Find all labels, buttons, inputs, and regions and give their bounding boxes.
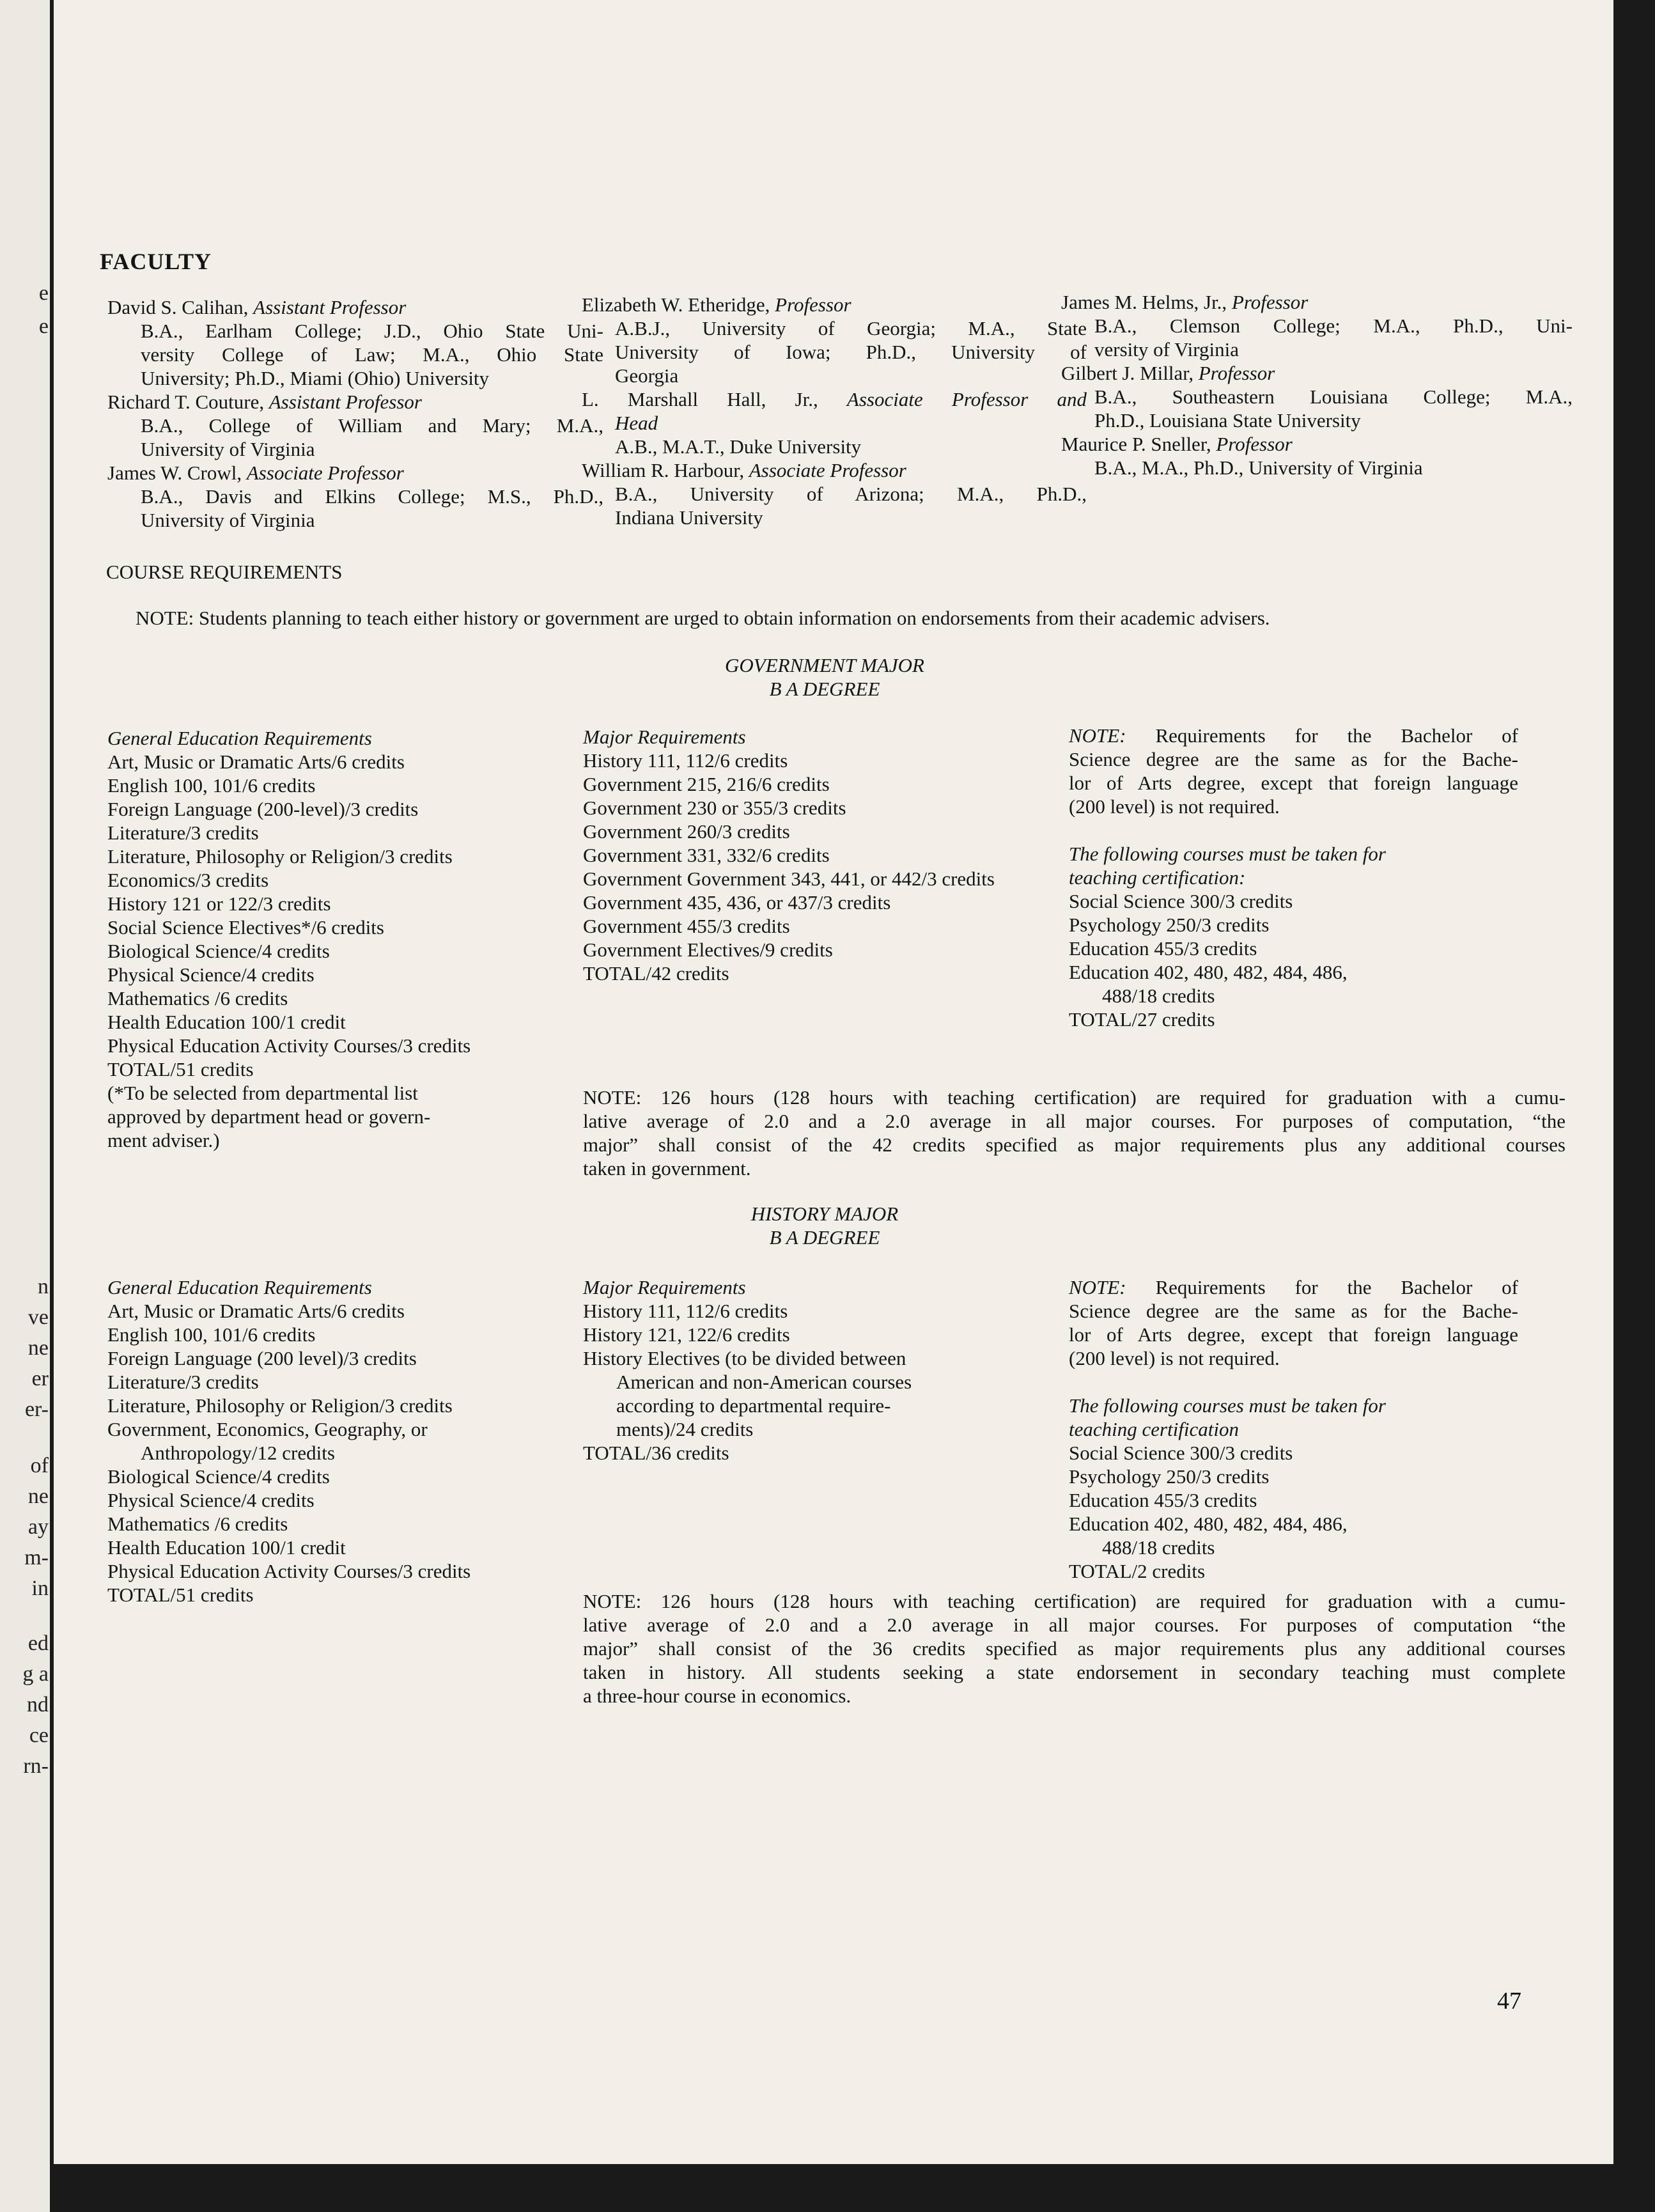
hist-major-item: History 121, 122/6 credits <box>583 1323 790 1346</box>
course-requirements-heading: COURSE REQUIREMENTS <box>106 561 343 583</box>
margin-fragment: er- <box>24 1398 49 1421</box>
gov-gen-ed-item: Physical Science/4 credits <box>107 963 315 986</box>
faculty-name: David S. Calihan, <box>107 296 249 318</box>
faculty-member <box>107 390 603 414</box>
gov-major-item: Government 215, 216/6 credits <box>583 773 830 795</box>
hist-note-and-cert <box>1069 1275 1518 1583</box>
gov-gen-ed-item: Biological Science/4 credits <box>107 940 330 962</box>
faculty-degrees: B.A., M.A., Ph.D., University of Virginia <box>1094 456 1423 479</box>
gov-gen-ed-item: Social Science Electives*/6 credits <box>107 916 384 939</box>
faculty-degrees: A.B., M.A.T., Duke University <box>615 435 862 458</box>
faculty-degrees: University of Virginia <box>141 438 315 460</box>
gov-title-line1: GOVERNMENT MAJOR <box>725 654 924 676</box>
hist-cert-continuation: 488/18 credits <box>1102 1536 1215 1559</box>
hist-title-line1: HISTORY MAJOR <box>750 1203 899 1225</box>
faculty-column-2 <box>582 293 1087 529</box>
margin-fragment: e <box>38 315 49 338</box>
faculty-rank: Associate Professor <box>246 462 404 484</box>
hist-cert-total: TOTAL/2 credits <box>1069 1560 1206 1582</box>
gov-gen-ed-item: Mathematics /6 credits <box>107 987 288 1009</box>
faculty-member <box>1061 290 1573 314</box>
adjacent-page-edge <box>0 0 50 2212</box>
faculty-rank: Professor <box>775 293 851 316</box>
gov-gen-ed-item: Foreign Language (200-level)/3 credits <box>107 798 419 820</box>
faculty-heading: FACULTY <box>100 249 212 274</box>
gov-major-item: TOTAL/42 credits <box>583 962 729 985</box>
gov-gen-ed-item: (*To be selected from departmental list <box>107 1082 418 1104</box>
faculty-degrees: versity of Virginia <box>1094 338 1239 361</box>
hist-major-item-continuation: ments)/24 credits <box>616 1418 754 1440</box>
faculty-rank: Professor <box>1231 291 1309 313</box>
hist-gen-ed-item: Foreign Language (200 level)/3 credits <box>107 1347 417 1369</box>
hist-note-line-1: NOTE: Requirements for the Bachelor of <box>1069 1276 1518 1298</box>
hist-major-item-continuation: American and non-American courses <box>616 1371 912 1393</box>
gov-note-and-cert <box>1069 724 1518 1031</box>
hist-major-total: TOTAL/36 credits <box>583 1442 729 1464</box>
gov-major-item: Government 230 or 355/3 credits <box>583 797 846 819</box>
hist-gen-ed <box>107 1275 580 1607</box>
faculty-degrees: versity College of Law; M.A., Ohio State <box>141 343 603 366</box>
faculty-rank-continuation: Head <box>615 412 658 434</box>
gov-cert-continuation: 488/18 credits <box>1102 985 1215 1007</box>
gov-note-line-1: NOTE: Requirements for the Bachelor of <box>1069 724 1518 747</box>
gov-gen-ed-item: ment adviser.) <box>107 1129 220 1151</box>
faculty-degrees: Indiana University <box>615 506 763 529</box>
hist-major-requirements <box>583 1275 1069 1465</box>
hist-gen-ed-item: English 100, 101/6 credits <box>107 1323 316 1346</box>
gov-note-line: Science degree are the same as for the Bache- <box>1069 748 1518 770</box>
gov-major-item: Government 435, 436, or 437/3 credits <box>583 891 891 914</box>
gov-cert-item: Psychology 250/3 credits <box>1069 914 1270 936</box>
gov-note-line: (200 level) is not required. <box>1069 795 1280 818</box>
catalog-page <box>54 0 1613 2164</box>
faculty-member <box>582 458 1087 482</box>
page-number: 47 <box>1497 1988 1521 2014</box>
gov-footnote-line: NOTE: 126 hours (128 hours with teaching certification) are required for graduation with a cumu- <box>583 1086 1566 1109</box>
margin-fragment: e <box>38 281 49 305</box>
faculty-name: Gilbert J. Millar, <box>1061 362 1194 384</box>
gov-gen-ed <box>107 726 580 1152</box>
hist-cert-heading: teaching certification <box>1069 1418 1239 1440</box>
gov-major-item: Government 455/3 credits <box>583 915 790 937</box>
hist-gen-ed-item: Mathematics /6 credits <box>107 1513 288 1535</box>
hist-cert-heading: The following courses must be taken for <box>1069 1394 1386 1417</box>
faculty-degrees: B.A., Southeastern Louisiana College; M.A., <box>1094 386 1573 408</box>
gov-gen-ed-item: Art, Music or Dramatic Arts/6 credits <box>107 751 405 773</box>
gov-cert-heading: The following courses must be taken for <box>1069 843 1386 865</box>
margin-fragment: nd <box>27 1693 49 1717</box>
margin-fragment: ed <box>27 1632 49 1655</box>
gov-gen-ed-item: English 100, 101/6 credits <box>107 774 316 797</box>
faculty-name: James M. Helms, Jr., <box>1061 291 1227 313</box>
faculty-rank: Associate Professor and <box>846 388 1087 410</box>
hist-major-item-continuation: according to departmental require- <box>616 1394 891 1417</box>
margin-fragment: m- <box>24 1546 49 1569</box>
hist-major-item: History Electives (to be divided between <box>583 1347 906 1369</box>
gov-major-item: History 111, 112/6 credits <box>583 749 788 772</box>
margin-fragment: in <box>31 1577 49 1600</box>
hist-gen-ed-item: Government, Economics, Geography, or <box>107 1418 428 1440</box>
hist-graduation-note <box>583 1589 1566 1708</box>
faculty-degrees: University of Virginia <box>141 509 315 531</box>
gov-cert-item: Social Science 300/3 credits <box>1069 890 1293 912</box>
government-major-title <box>646 653 1004 701</box>
faculty-column-3 <box>1061 290 1573 479</box>
hist-gen-continuation: Anthropology/12 credits <box>141 1442 335 1464</box>
gov-title-line2: B A DEGREE <box>769 678 880 700</box>
gov-gen-ed-item: TOTAL/51 credits <box>107 1058 254 1080</box>
margin-fragment: rn- <box>23 1754 49 1778</box>
hist-gen-ed-item: TOTAL/51 credits <box>107 1584 254 1606</box>
hist-note-line: lor of Arts degree, except that foreign language <box>1069 1323 1518 1346</box>
faculty-rank: Associate Professor <box>749 459 906 481</box>
hist-gen-ed-item: Health Education 100/1 credit <box>107 1536 346 1559</box>
faculty-member <box>1061 432 1573 456</box>
faculty-member <box>582 293 1087 316</box>
gov-cert-total: TOTAL/27 credits <box>1069 1008 1215 1031</box>
faculty-degrees: B.A., Earlham College; J.D., Ohio State Uni- <box>141 320 603 342</box>
hist-note-line: (200 level) is not required. <box>1069 1347 1280 1369</box>
faculty-name: L. Marshall Hall, Jr., <box>582 388 818 410</box>
faculty-degrees: B.A., University of Arizona; M.A., Ph.D., <box>615 483 1087 505</box>
hist-footnote-line: major” shall consist of the 36 credits specified as major requirements plus any additional courses <box>583 1637 1566 1660</box>
faculty-member <box>107 295 603 319</box>
hist-gen-ed-item: Art, Music or Dramatic Arts/6 credits <box>107 1300 405 1322</box>
hist-footnote-line: taken in history. All students seeking a state endorsement in secondary teaching must complete <box>583 1661 1566 1683</box>
hist-gen-ed-item: Literature, Philosophy or Religion/3 credits <box>107 1394 453 1417</box>
hist-major-heading: Major Requirements <box>583 1276 746 1298</box>
gov-cert-item: Education 455/3 credits <box>1069 937 1257 960</box>
gov-note-line: lor of Arts degree, except that foreign language <box>1069 772 1518 794</box>
faculty-name: William R. Harbour, <box>582 459 745 481</box>
history-major-title <box>646 1202 1004 1249</box>
hist-note-line: Science degree are the same as for the Bache- <box>1069 1300 1518 1322</box>
faculty-name: Richard T. Couture, <box>107 391 265 413</box>
faculty-rank: Professor <box>1198 362 1275 384</box>
hist-cert-item: Psychology 250/3 credits <box>1069 1465 1270 1488</box>
faculty-degrees: B.A., College of William and Mary; M.A., <box>141 414 603 437</box>
faculty-member <box>107 461 603 485</box>
margin-fragment: ve <box>27 1305 49 1329</box>
hist-cert-item: Education 455/3 credits <box>1069 1489 1257 1511</box>
faculty-degrees: Ph.D., Louisiana State University <box>1094 409 1361 432</box>
hist-gen-ed-heading: General Education Requirements <box>107 1276 372 1298</box>
gov-footnote-line: major” shall consist of the 42 credits specified as major requirements plus any additional courses <box>583 1133 1566 1156</box>
margin-fragment: n <box>38 1275 49 1298</box>
hist-cert-item: Social Science 300/3 credits <box>1069 1442 1293 1464</box>
hist-footnote-last: a three-hour course in economics. <box>583 1685 851 1707</box>
hist-major-item: History 111, 112/6 credits <box>583 1300 788 1322</box>
advising-note: NOTE: Students planning to teach either history or government are urged to obtain information on endorsements from their academic advisers. <box>136 607 1270 629</box>
faculty-member <box>1061 361 1573 385</box>
faculty-degrees: B.A., Clemson College; M.A., Ph.D., Uni- <box>1094 315 1573 337</box>
hist-cert-item: Education 402, 480, 482, 484, 486, <box>1069 1513 1348 1535</box>
faculty-degrees: University of Iowa; Ph.D., University of <box>615 341 1087 363</box>
gov-graduation-note <box>583 1086 1566 1180</box>
hist-title-line2: B A DEGREE <box>769 1226 880 1249</box>
margin-fragment: g a <box>22 1662 49 1686</box>
margin-fragment: ne <box>27 1484 49 1508</box>
gov-gen-ed-item: Health Education 100/1 credit <box>107 1011 346 1033</box>
gov-gen-ed-item: History 121 or 122/3 credits <box>107 892 331 915</box>
gov-major-item: Government 331, 332/6 credits <box>583 844 830 866</box>
gov-gen-ed-item: Literature/3 credits <box>107 822 259 844</box>
hist-footnote-line: lative average of 2.0 and a 2.0 average in all major courses. For purposes of computation “the <box>583 1614 1566 1636</box>
hist-footnote-line: NOTE: 126 hours (128 hours with teaching certification) are required for graduation with a cumu- <box>583 1590 1566 1612</box>
hist-gen-ed-item: Physical Science/4 credits <box>107 1489 315 1511</box>
gov-cert-heading: teaching certification: <box>1069 866 1246 889</box>
gov-footnote-last: taken in government. <box>583 1157 751 1180</box>
faculty-member <box>582 387 1087 411</box>
hist-gen-ed-item: Physical Education Activity Courses/3 credits <box>107 1560 471 1582</box>
faculty-degrees: Georgia <box>615 364 679 387</box>
gov-major-item: Government Government 343, 441, or 442/3 credits <box>583 868 995 890</box>
faculty-name: James W. Crowl, <box>107 462 242 484</box>
gov-gen-ed-item: Literature, Philosophy or Religion/3 credits <box>107 845 453 868</box>
gov-major-item: Government Electives/9 credits <box>583 939 833 961</box>
faculty-rank: Assistant Professor <box>253 296 407 318</box>
gov-gen-ed-item: approved by department head or govern- <box>107 1105 431 1128</box>
margin-fragment: ce <box>29 1724 49 1747</box>
gov-gen-ed-item: Economics/3 credits <box>107 869 269 891</box>
faculty-name: Maurice P. Sneller, <box>1061 433 1211 455</box>
margin-fragment: ay <box>27 1515 49 1539</box>
margin-fragment: ne <box>27 1336 49 1360</box>
faculty-name: Elizabeth W. Etheridge, <box>582 293 770 316</box>
faculty-degrees: University; Ph.D., Miami (Ohio) University <box>141 367 490 389</box>
hist-gen-ed-item: Literature/3 credits <box>107 1371 259 1393</box>
gov-major-heading: Major Requirements <box>583 726 746 748</box>
gov-footnote-line: lative average of 2.0 and a 2.0 average in all major courses. For purposes of computation, “the <box>583 1110 1566 1132</box>
faculty-degrees: B.A., Davis and Elkins College; M.S., Ph.D., <box>141 485 603 508</box>
gov-cert-item: Education 402, 480, 482, 484, 486, <box>1069 961 1348 983</box>
gov-major-requirements <box>583 725 1094 985</box>
faculty-column-1 <box>107 295 603 532</box>
gov-gen-ed-item: Physical Education Activity Courses/3 credits <box>107 1034 471 1057</box>
margin-fragment: er <box>31 1367 49 1390</box>
faculty-degrees: A.B.J., University of Georgia; M.A., State <box>615 317 1087 339</box>
margin-fragment: of <box>30 1454 49 1477</box>
gov-major-item: Government 260/3 credits <box>583 820 790 843</box>
faculty-rank: Professor <box>1216 433 1293 455</box>
faculty-rank: Assistant Professor <box>268 391 422 413</box>
hist-gen-ed-item: Biological Science/4 credits <box>107 1465 330 1488</box>
gov-gen-ed-heading: General Education Requirements <box>107 727 372 749</box>
